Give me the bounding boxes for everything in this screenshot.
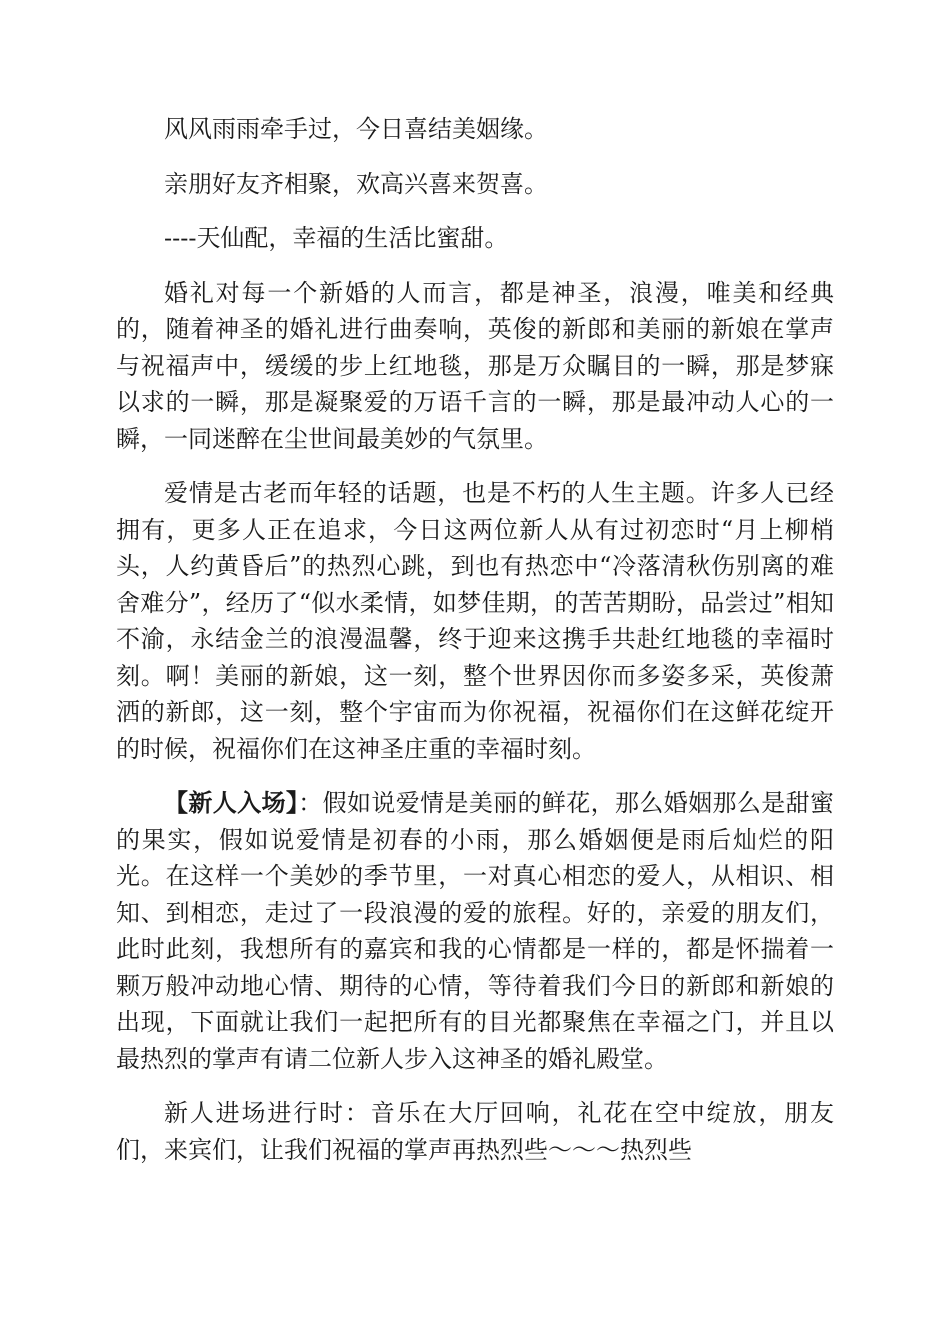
entrance-text: ：假如说爱情是美丽的鲜花，那么婚姻那么是甜蜜的果实，假如说爱情是初春的小雨，那么婚姻便是雨后灿烂的阳光。在这样一个美妙的季节里，一对真心相恋的爱人，从相识、相知、到相恋，走过了一段浪漫的爱的旅程。好的，亲爱的朋友们，此时此刻，我想所有的嘉宾和我的心情都是一样的，都是怀揣着一颗万般冲动地心情、期待的心情，等待着我们今日的新郎和新娘的出现，下面就让我们一起把所有的目光都聚焦在幸福之门，并且以最热烈的掌声有请二位新人步入这神圣的婚礼殿堂。 <box>116 789 835 1073</box>
verse-line-3: ----天仙配，幸福的生活比蜜甜。 <box>164 224 509 252</box>
verse-line-1: 风风雨雨牵手过，今日喜结美姻缘。 <box>164 115 548 143</box>
document-body <box>116 111 834 1186</box>
paragraph-wedding-intro: 婚礼对每一个新婚的人而言，都是神圣，浪漫，唯美和经典的，随着神圣的婚礼进行曲奏响，英俊的新郎和美丽的新娘在掌声与祝福声中，缓缓的步上红地毯，那是万众瞩目的一瞬，那是梦寐以求的一瞬，那是凝聚爱的万语千言的一瞬，那是最冲动人心的一瞬，一同迷醉在尘世间最美妙的气氛里。 <box>116 278 834 453</box>
paragraph-love-theme: 爱情是古老而年轻的话题，也是不朽的人生主题。许多人已经拥有，更多人正在追求，今日这两位新人从有过初恋时“月上柳梢头，人约黄昏后”的热烈心跳，到也有热恋中“冷落清秋伤别离的难舍难分”，经历了“似水柔情，如梦佳期，的苦苦期盼，品尝过”相知不渝，永结金兰的浪漫温馨，终于迎来这携手共赴红地毯的幸福时刻。啊！美丽的新娘，这一刻，整个世界因你而多姿多采，英俊萧洒的新郎，这一刻，整个宇宙而为你祝福，祝福你们在这鲜花绽开的时候，祝福你们在这神圣庄重的幸福时刻。 <box>116 479 834 763</box>
entrance-heading: 【新人入场】 <box>164 789 299 817</box>
paragraph-entrance <box>116 785 834 1077</box>
verse-line-2: 亲朋好友齐相聚，欢高兴喜来贺喜。 <box>164 169 548 198</box>
paragraph-entrance-in-progress: 新人进场进行时：音乐在大厅回响，礼花在空中绽放，朋友们，来宾们，让我们祝福的掌声再热烈些～～～热烈些 <box>116 1099 834 1164</box>
